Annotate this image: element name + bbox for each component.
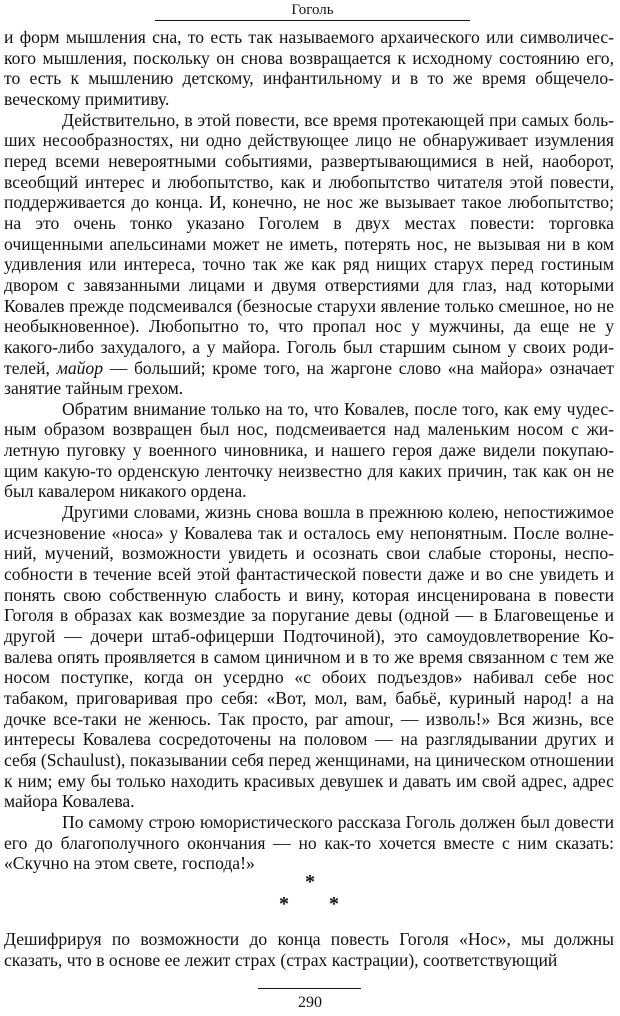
paragraph-1: и форм мышления сна, то есть так называемого архаического или символического мышления, поскольку он снова возвращается к исходному состоянию его, то есть к мышлению детскому, инфантильному и в то же время общечеловеческому примитиву. (4, 27, 614, 109)
page-number: 290 (298, 994, 322, 1011)
paragraph-3: Обратим внимание только на то, что Ковалев, после того, как ему чудесным образом возвращен был нос, подсмеивается над маленьким носом с жилетную пуговку у военного чиновника, и нашего героя даже видели покупающим какую-то орденскую ленточку неизвестно для каких причин, так как он не был кавалером никакого ордена. (4, 398, 614, 502)
section-separator (0, 871, 620, 915)
paragraph-2 (4, 110, 614, 399)
body-text (4, 27, 614, 874)
separator-star-left: * (279, 893, 289, 915)
paragraph-5: По самому строю юмористического рассказа Гоголь должен был довести его до благополучного окончания — но как-то хочется вместе с ним сказать: «Скучно на этом свете, господа!» (4, 811, 614, 874)
italic-term-major: майор (56, 357, 104, 378)
paragraph-4: Другими словами, жизнь снова вошла в прежнюю колею, непостижимое исчезновение «носа» у Ковалева так и осталось ему непонятным. После волнений, мучений, возможности увидеть и осознать свои слабые стороны, неспособности в течение всей этой фантастической повести даже и во сне увидеть и понять свою собственную слабость и вину, которая инсценирована в повести Гоголя в образах как возмездие за поругание девы (одной — в Благовещенье и другой — дочери штаб-офицерши Подточиной), это самоудовлетворение Ковалева опять проявляется в самом циничном и в то же время связанном с тем же носом поступке, когда он усердно «с обоих подъездов» набивал себе нос табаком, приговаривая про себя: «Вот, мол, вам, бабьё, куриный народ! а на дочке все-таки не женюсь. Так просто, par amour, — изволь!» Вся жизнь, все интересы Ковалева сосредоточены на половом — на разглядывании других и себя (Schaulust), показывании себя перед женщинами, на циническом отношении к ним; ему бы только находить красивых девушек и давать им свой адрес, адрес майора Ковалева. (4, 502, 614, 812)
next-section-text (4, 929, 614, 970)
footer-rule (258, 988, 361, 989)
separator-star-right: * (329, 893, 339, 915)
paragraph-6: Дешифрируя по возможности до конца повесть Гоголя «Нос», мы должны сказать, что в основе ее лежит страх (страх кастрации), соответствующий (4, 929, 614, 970)
separator-star-top: * (305, 871, 315, 893)
running-head: Гоголь (291, 2, 334, 18)
paragraph-2-text-a: Действительно, в этой повести, все время протекающей при самых больших несообразностях, ни одно действующее лицо не обнаруживает изумления перед всеми невероятными событиями, развертывающимися в ней, наоборот, всеобщий интерес и любопытство, как и любопытство читателя этой повести, поддерживается до конца. И, конечно, не нос же вызывает такое любопытство; на это очень тонко указано Гоголем в двух местах повести: торговка очищенными апельсинами может не иметь, потерять нос, не вызывая ни в ком удивления или интереса, точно так же как ряд нищих старух перед гостиным двором с завязанными лицами и двумя отверстиями для глаз, над которыми Ковалев прежде подсмеивался (безносые старухи явление только смешное, но не необыкновенное). Любопытно то, что пропал нос у мужчины, да еще не у какого-либо захудалого, а у майора. Гоголь был старшим сыном у своих родителей, (4, 109, 614, 378)
paragraph-2-text-b: — больший; кроме того, на жаргоне слово «на майора» означает занятие тайным грехом. (4, 357, 614, 399)
header-rule (155, 20, 470, 21)
